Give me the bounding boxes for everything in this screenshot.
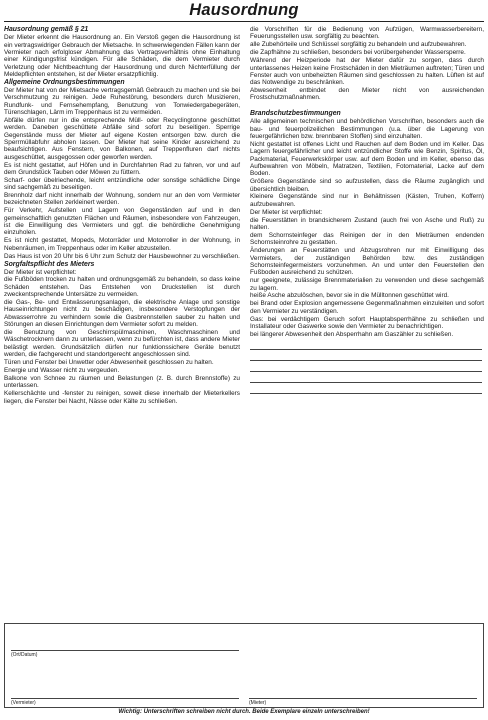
- blank-note-line[interactable]: [250, 350, 482, 361]
- paragraph: Änderungen an Feuerstätten und Abzugsrohren nur mit Einwilligung des Vermieters, der zuständigen Behörden bzw. des zuständigen Schornsteinfegermeisters vorzunehmen. An und unter den Feuerstellen den Fußboden ausreichend zu schützen.: [250, 247, 484, 277]
- blank-note-line[interactable]: [250, 361, 482, 372]
- paragraph: Brennholz darf nicht innerhalb der Wohnung, sondern nur an den vom Vermieter bezeichneten Stellen zerkleinert werden.: [4, 192, 240, 207]
- paragraph: Der Mieter ist verpflichtet:: [250, 208, 323, 216]
- paragraph: Energie und Wasser nicht zu vergeuden.: [4, 366, 120, 374]
- paragraph: Abwesenheit entbindet den Mieter nicht von ausreichenden Frostschutzmaßnahmen.: [250, 87, 484, 102]
- paragraph: Für Verkehr, Aufstellen und Lagern von Gegenständen auf und in den gemeinschaftlich genutzten Flächen und Räumen, insbesondere von Fahrzeugen, ist die Einwilligung des Vermieters und ggf. die behördliche Genehmigung einzuholen.: [4, 207, 240, 237]
- paragraph: Alle allgemeinen technischen und behördlichen Vorschriften, besonders auch die bau- und feuerpolizeilichen Bestimmungen (u.a. über die Lagerung von feuergefährlichen bzw. brennbaren Stoffen) sind einzuhalten.: [250, 118, 484, 140]
- paragraph: nur geeignete, zulässige Brennmaterialien zu verwenden und diese sachgemäß zu lagern.: [250, 277, 484, 292]
- landlord-signature-line[interactable]: [11, 698, 239, 699]
- signature-warning: Wichtig: Unterschriften schreiben nicht durch. Beide Exemplare einzeln unterschreiben!: [118, 709, 370, 715]
- paragraph: die Vorschriften für die Bedienung von Aufzügen, Warmwasserbereitern, Feuerungsstellen usw. sorgfältig zu beachten.: [250, 26, 484, 41]
- paragraph: Der Mieter ist verpflichtet:: [4, 268, 77, 276]
- place-date-line[interactable]: [11, 650, 239, 651]
- tenant-signature-label: (Mieter): [249, 700, 267, 706]
- section-heading-care-duty: Sorgfaltspflicht des Mieters: [4, 260, 95, 268]
- paragraph: Nicht gestattet ist offenes Licht und Rauchen auf dem Boden und im Keller. Das Lagern feuergefährlicher und leicht entzündlicher Stoffe wie Benzin, Spiritus, Öl, Packmaterial, Feuerwerkskörper usw. auf dem Boden und im Keller, ebenso das Aufbewahren von Möbeln, Matratzen, Textilien, Fotomaterial, Lacke auf dem Boden.: [250, 140, 484, 178]
- paragraph: bei Brand oder Explosion angemessene Gegenmaßnahmen einzuleiten und sofort den Vermieter zu verständigen.: [250, 300, 484, 315]
- paragraph: dem Schornsteinfeger das Reinigen der in den Mieträumen endenden Schornsteinrohre zu gestatten.: [250, 231, 484, 247]
- blank-note-line[interactable]: [250, 339, 482, 350]
- signature-box: [4, 623, 484, 708]
- paragraph: die Fußböden trocken zu halten und ordnungsgemäß zu behandeln, so dass keine Schäden entstehen. Das Entstehen von Druckstellen ist durch zweckentsprechende Untersätze zu vermeiden.: [4, 276, 240, 299]
- paragraph: Es ist nicht gestattet, auf Höfen und in Durchfahrten Rad zu fahren, vor und auf dem Grundstück Tauben oder Möwen zu füttern.: [4, 161, 240, 176]
- paragraph: Gas: bei verdächtigem Geruch sofort Hauptabsperrhähne zu schließen und Installateur oder Gaswerke sowie den Vermieter zu benachrichtigen.: [250, 315, 484, 331]
- blank-note-line[interactable]: [250, 383, 482, 394]
- paragraph: die Benutzung von Geschirrspülmaschinen, Waschmaschinen und Wäschetrocknern dann zu unterlassen, wenn zu befürchten ist, dass andere Mieter belästigt werden. Grundsätzlich dürfen nur funktionssichere Geräte benutzt werden, die fachgerecht und standortgerecht angeschlossen sind.: [4, 329, 240, 359]
- section-heading-main: Hausordnung gemäß § 21: [4, 26, 89, 34]
- paragraph: Es ist nicht gestattet, Mopeds, Motorräder und Motorroller in der Wohnung, in Nebenräumen, im Treppenhaus oder im Keller abzustellen.: [4, 237, 240, 252]
- paragraph: Kleinere Gegenstände sind nur in Behältnissen (Kästen, Truhen, Koffern) aufzubewahren.: [250, 193, 484, 208]
- section-heading-general-rules: Allgemeine Ordnungsbestimmungen: [4, 78, 125, 86]
- paragraph: Das Haus ist von 20 Uhr bis 6 Uhr zum Schutz der Hausbewohner zu verschließen.: [4, 252, 240, 260]
- paragraph: Kellerschächte und -fenster zu reinigen, soweit diese innerhalb der Mieterkellers liegen, die Fenster bei Nacht, Nässe oder Kälte zu schließen.: [4, 390, 240, 405]
- paragraph: Der Mieter hat von der Mietsache vertragsgemäß Gebrauch zu machen und sie bei Verschmutzung zu reinigen. Jede Ruhestörung, besonders durch Musizieren, Rundfunk- und Fernsehempfang, Benutzung von Tonwiedergabegeräten, Türenschlagen, Lärm im Treppenhaus ist zu vermeiden.: [4, 86, 240, 116]
- title-divider: [4, 21, 484, 22]
- paragraph: Größere Gegenstände sind so aufzustellen, dass die Räume zugänglich und übersichtlich bleiben.: [250, 178, 484, 193]
- section-heading-fire-safety: Brandschutzbestimmungen: [250, 110, 341, 118]
- paragraph: heiße Asche abzulöschen, bevor sie in die Mülltonnen geschüttet wird.: [250, 292, 449, 300]
- blank-note-line[interactable]: [250, 372, 482, 383]
- paragraph: Abfälle dürfen nur in die entsprechende Müll- oder Recyclingtonne geschüttet werden. Daneben geschüttete Abfälle sind sofort zu beseitigen. Sperrige Gegenstände muss der Mieter auf eigene Kosten entsorgen bzw. durch die Sperrmüllabfuhr abholen lassen. Der Mieter hat seine Kinder ausreichend zu beaufsichtigen. Aus Fenstern, von Balkonen, auf Treppenfluren darf nichts ausgeschüttet, ausgegossen oder geworfen werden.: [4, 116, 240, 161]
- paragraph: Während der Heizperiode hat der Mieter dafür zu sorgen, dass durch unterlassenes Heizen keine Frostschäden in den Mieträumen auftreten; Türen und Fenster auch von unbeheizten Räumen sind geschlossen zu halten. Lüften ist auf das Notwendige zu beschränken.: [250, 57, 484, 87]
- paragraph: die Zapfhähne zu schließen, besonders bei vorübergehender Wassersperre.: [250, 49, 466, 57]
- landlord-signature-label: (Vermieter): [11, 700, 36, 706]
- left-column: [4, 26, 240, 405]
- tenant-signature-line[interactable]: [249, 698, 477, 699]
- spacer: [250, 102, 484, 110]
- paragraph: Der Mieter erkennt die Hausordnung an. Ein Verstoß gegen die Hausordnung ist ein vertragswidriger Gebrauch der Mietsache. In schwerwiegenden Fällen kann der Vermieter nach erfolgloser Abmahnung das Vertragsverhältnis ohne Einhaltung einer Kündigungsfrist kündigen. Für alle Schäden, die dem Vermieter durch Verletzung oder Nichtbeachtung der Hausordnung und durch Nichterfüllung der Meldepflichten entstehen, ist der Mieter ersatzpflichtig.: [4, 34, 240, 79]
- document-title: Hausordnung: [189, 1, 299, 19]
- paragraph: die Gas-, Be- und Entwässerungsanlagen, die elektrische Anlage und sonstige Hauseinrichtungen nicht zu beschädigen, insbesondere Verstopfungen der Abwasserrohre zu verhindern sowie die Gasbrennstellen sauber zu halten und Störungen an diesen Einrichtungen dem Vermieter sofort zu melden.: [4, 299, 240, 329]
- paragraph: bei längerer Abwesenheit den Absperrhahn am Gaszähler zu schließen.: [250, 330, 454, 338]
- paragraph: alle Zubehörteile und Schlüssel sorgfältig zu behandeln und aufzubewahren.: [250, 41, 467, 49]
- right-column: [250, 26, 484, 394]
- paragraph: Balkone von Schnee zu räumen und Belastungen (z. B. durch Brennstoffe) zu unterlassen.: [4, 374, 240, 390]
- place-date-label: (Ort/Datum): [11, 652, 38, 658]
- paragraph: Türen und Fenster bei Unwetter oder Abwesenheit geschlossen zu halten.: [4, 359, 214, 367]
- paragraph: Scharf- oder übelriechende, leicht entzündliche oder sonstige schädliche Dinge sind sachgemäß zu beseitigen.: [4, 176, 240, 192]
- paragraph: die Feuerstätten in brandsicherem Zustand (auch frei von Asche und Ruß) zu halten.: [250, 216, 484, 232]
